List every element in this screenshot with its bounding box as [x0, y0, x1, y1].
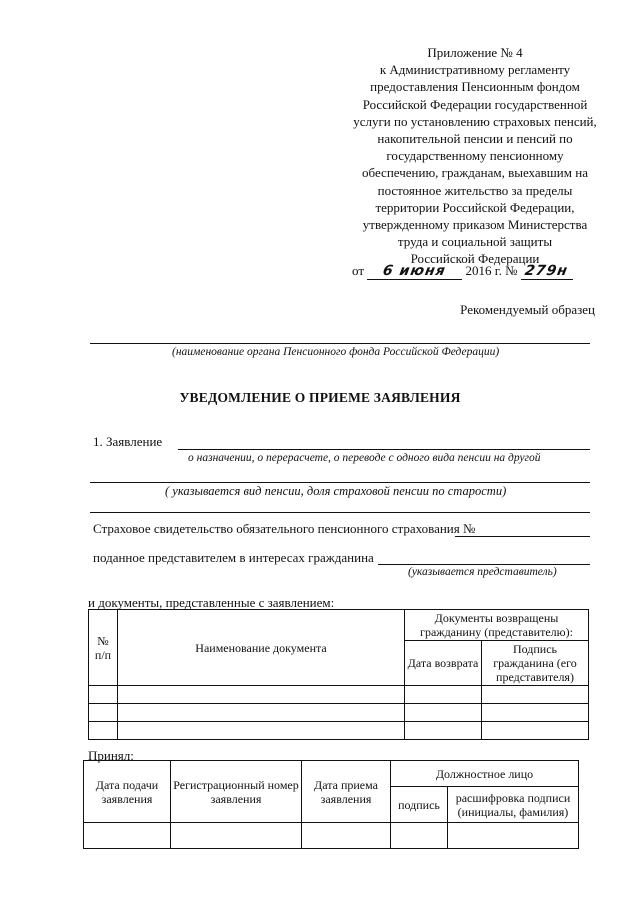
col-return-date: Дата возврата — [405, 641, 482, 686]
order-number-handwritten: 279н — [523, 263, 570, 279]
order-number-field — [521, 263, 573, 280]
appendix-line: утвержденному приказом Министерства — [362, 217, 588, 233]
received-table — [83, 760, 579, 849]
representative-line — [378, 564, 590, 565]
application-hint: о назначении, о перерасчете, о переводе с одного вида пенсии на другой — [188, 452, 541, 464]
pension-type-hint: ( указывается вид пенсии, доля страховой пенсии по старости) — [165, 484, 507, 498]
appendix-line: накопительной пенсии и пенсий по — [377, 131, 573, 147]
appendix-line: труда и социальной защиты — [397, 234, 553, 250]
col-decode: расшифровка подписи (инициалы, фамилия) — [448, 787, 579, 823]
table-row — [89, 722, 589, 740]
table-row — [89, 704, 589, 722]
sample-label: Рекомендуемый образец — [460, 302, 595, 317]
insurance-number-line — [455, 536, 590, 537]
col-official: Должностное лицо — [391, 761, 579, 787]
appendix-line: обеспечению, гражданам, выехавшим на — [362, 165, 588, 181]
application-line — [178, 449, 590, 450]
appendix-line: Российской Федерации — [410, 251, 540, 267]
col-document-name: Наименование документа — [118, 610, 405, 686]
org-name-line — [90, 343, 590, 344]
appendix-line: постоянное жительство за пределы — [377, 182, 573, 198]
pension-type-line-2 — [90, 512, 590, 513]
insurance-label: Страховое свидетельство обязательного пенсионного страхования № — [93, 521, 476, 536]
date-prefix: от — [352, 263, 365, 278]
pension-type-line — [90, 482, 590, 483]
col-submit-date: Дата подачи заявления — [84, 761, 171, 823]
application-label: 1. Заявление — [93, 434, 163, 449]
appendix-line: к Административному регламенту — [379, 62, 571, 78]
order-date-handwritten: 6 июня — [381, 263, 448, 279]
document-title: УВЕДОМЛЕНИЕ О ПРИЕМЕ ЗАЯВЛЕНИЯ — [179, 390, 461, 405]
org-name-hint: (наименование органа Пенсионного фонда Российской Федерации) — [172, 346, 500, 358]
appendix-line: Российской Федерации государственной — [362, 96, 588, 112]
appendix-line: предоставления Пенсионным фондом — [370, 79, 580, 95]
col-sign: подпись — [391, 787, 448, 823]
appendix-line: государственному пенсионному — [386, 148, 564, 164]
representative-hint: (указывается представитель) — [408, 566, 557, 578]
received-label: Принял: — [88, 748, 134, 763]
col-number: № п/п — [89, 610, 118, 686]
appendix-line: услуги по установлению страховых пенсий, — [353, 113, 597, 129]
col-accept-date: Дата приема заявления — [302, 761, 391, 823]
table-row — [84, 823, 579, 849]
col-signature: Подпись гражданина (его представителя) — [482, 641, 589, 686]
table-row — [89, 686, 589, 704]
col-reg-number: Регистрационный номер заявления — [171, 761, 302, 823]
order-year-text: 2016 г. № — [465, 263, 518, 278]
appendix-block — [350, 44, 600, 268]
documents-table — [88, 609, 589, 740]
representative-label: поданное представителем в интересах гражданина — [93, 550, 374, 565]
order-date-line — [352, 263, 602, 280]
appendix-line: территории Российской Федерации, — [375, 199, 575, 215]
appendix-line: Приложение № 4 — [427, 45, 523, 60]
col-returned: Документы возвращены гражданину (представителю): — [405, 610, 589, 641]
documents-intro: и документы, представленные с заявлением: — [88, 595, 335, 610]
order-date-field — [367, 263, 462, 280]
